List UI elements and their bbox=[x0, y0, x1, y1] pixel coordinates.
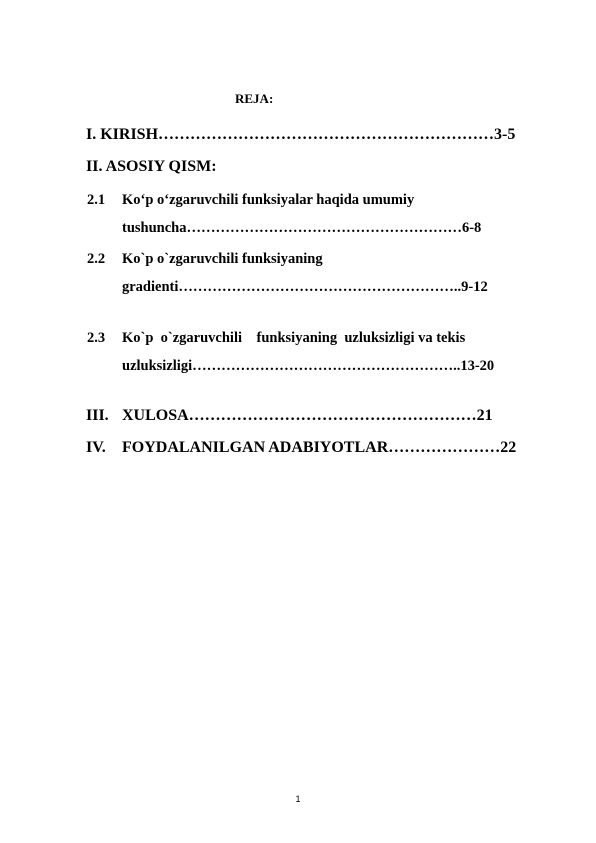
toc-number-3: III. bbox=[86, 407, 109, 424]
page-number: 1 bbox=[295, 794, 301, 804]
plan-heading: REJA: bbox=[235, 91, 274, 106]
toc-entry-2-1-line1: Ko‘p o‘zgaruvchili funksiyalar haqida umumiy bbox=[122, 192, 415, 208]
toc-entry-main-part: II. ASOSIY QISM: bbox=[86, 158, 217, 175]
toc-entry-2-3-line2: uzluksizligi………………………………………………..13-20 bbox=[122, 358, 495, 374]
toc-number-2-1: 2.1 bbox=[87, 192, 106, 208]
toc-entry-2-3-line1: Ko`p o`zgaruvchili funksiyaning uzluksizligi va tekis bbox=[122, 330, 466, 346]
toc-entry-2-2-line2: gradienti…………………………………………………..9-12 bbox=[122, 279, 488, 295]
toc-entry-2-2-line1: Ko`p o`zgaruvchili funksiyaning bbox=[122, 251, 323, 267]
toc-number-4: IV. bbox=[86, 439, 106, 456]
toc-entry-references: FOYDALANILGAN ADABIYOTLAR…………………22 bbox=[122, 439, 517, 456]
toc-entry-2-1-line2: tushuncha…………………………………………………6-8 bbox=[122, 220, 482, 236]
toc-number-2-3: 2.3 bbox=[87, 330, 106, 346]
toc-entry-introduction: I. KIRISH………………………………………………………3-5 bbox=[86, 126, 516, 143]
toc-entry-conclusion: XULOSA………………………………………………21 bbox=[122, 407, 493, 424]
toc-number-2-2: 2.2 bbox=[87, 251, 106, 267]
